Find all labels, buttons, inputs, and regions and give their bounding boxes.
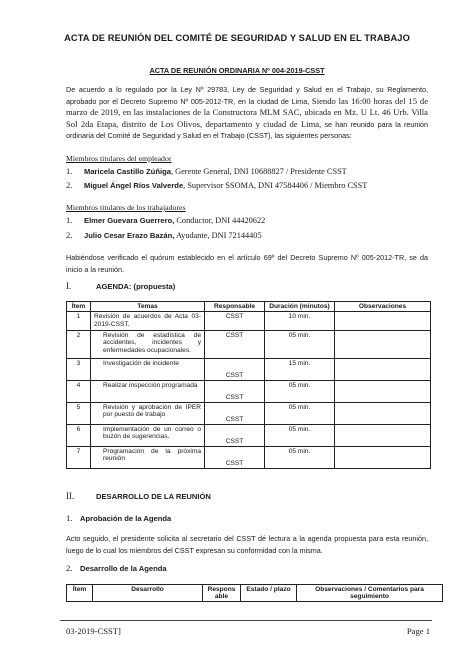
table-row: 6 Implementación de un correo o buzón de sugerencias. CSST 05 min. <box>67 424 431 446</box>
subsection-desarrollo-heading: 2. Desarrollo de la Agenda <box>66 563 167 573</box>
document-subtitle: ACTA DE REUNIÓN ORDINARIA Nº 004-2019-CSST <box>149 66 325 75</box>
worker-member-1: 1. Elmer Guevara Guerrero, Conductor, DNI 44420622 <box>66 215 266 225</box>
footer-document-code: 03-2019-CSST] <box>66 626 121 636</box>
employer-members-heading: Miembros titulares del empleador <box>66 154 172 163</box>
agenda-header-row <box>67 302 431 312</box>
employer-member-1: 1. Maricela Castillo Zúñiga, Gerente General, DNI 10688827 / Presidente CSST <box>66 166 347 176</box>
col-header-responsable: Responsable <box>203 585 241 602</box>
col-header-duracion: Duración (minutos) <box>265 302 335 312</box>
col-header-item: Ítem <box>67 585 93 602</box>
col-header-observaciones: Observaciones / Comentarios para seguimiento <box>297 585 443 602</box>
table-row: 1 Revisión de acuerdos de Acta 03-2019-CSST. CSST 10 min. <box>67 312 431 331</box>
worker-members-heading: Miembros titulares de los trabajadores <box>66 203 186 212</box>
table-row: 4 Realizar inspección programada CSST 05 min. <box>67 380 431 402</box>
aprobacion-paragraph: Acto seguido, el presidente solicita al secretario del CSST dé lectura a la agenda propuesta para esta reunión, luego de lo cual los miembros del CSST expresan su conformidad con la misma. <box>66 534 428 555</box>
development-header-row <box>67 585 443 602</box>
col-header-estado: Estado / plazo <box>241 585 297 602</box>
document-title: ACTA DE REUNIÓN DEL COMITÉ DE SEGURIDAD Y SALUD EN EL TRABAJO <box>64 33 410 43</box>
quorum-paragraph: Habiéndose verificado el quórum establecido en el artículo 69º del Decreto Supremo Nº 005-2012-TR, se da inicio a la reunión. <box>66 253 428 274</box>
col-header-observaciones: Observaciones <box>335 302 431 312</box>
intro-paragraph: De acuerdo a lo regulado por la Ley Nº 29783, Ley de Seguridad y Salud en el Trabajo, su Reglamento, aprobado por el Decreto Supremo Nº 005-2012-TR, en la ciudad de Lima, Siendo las 16:00 horas del 15 de marzo de 2019, en las instalaciones de la Constructora MLM SAC, ubicada en Mz. U Lt. 46 Urb. Villa Sol 2da Etapa, distrito de Los Olivos, departamento y ciudad de Lima, se han reunido para la reunión ordinaria del Comité de Seguridad y Salud en el Trabajo (CSST), las siguientes personas: <box>66 85 429 141</box>
footer-divider <box>60 620 432 621</box>
agenda-table <box>66 301 431 469</box>
table-row: 2 Revisión de estadística de accidentes, incidentes y enfermedades ocupacionales. CSST 05 min. <box>67 330 431 358</box>
col-header-desarrollo: Desarrollo <box>93 585 203 602</box>
footer-page-number: Page 1 <box>406 626 430 636</box>
col-header-responsable: Responsable <box>205 302 265 312</box>
col-header-temas: Temas <box>91 302 205 312</box>
section-desarrollo-heading: II. DESARROLLO DE LA REUNIÓN <box>66 491 211 501</box>
development-table <box>66 584 443 602</box>
table-row: 7 Programación de la próxima reunión CSST 05 min. <box>67 446 431 468</box>
worker-member-2: 2. Julio Cesar Erazo Bazán, Ayudante, DNI 72144405 <box>66 230 262 240</box>
table-row: 3 Investigación de incidente CSST 15 min. <box>67 358 431 380</box>
employer-member-2: 2. Miguel Ángel Ríos Valverde, Supervisor SSOMA, DNI 47584406 / Miembro CSST <box>66 180 368 190</box>
subsection-aprobacion-heading: 1. Aprobación de la Agenda <box>66 513 172 523</box>
table-row: 5 Revisión y aprobación de IPER por puesto de trabajo CSST 05 min. <box>67 402 431 424</box>
col-header-item: Ítem <box>67 302 91 312</box>
section-agenda-heading: I. AGENDA: (propuesta) <box>66 281 176 291</box>
